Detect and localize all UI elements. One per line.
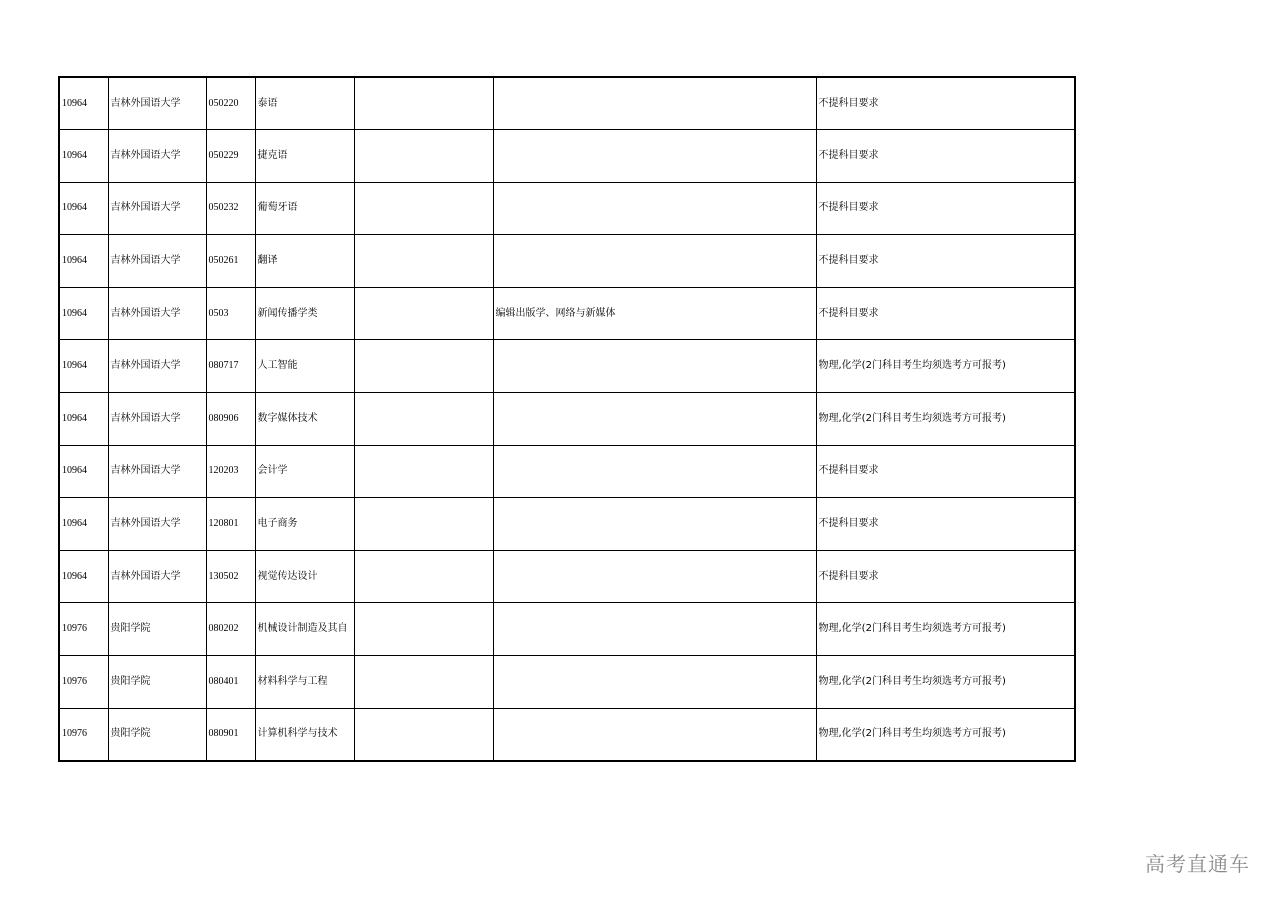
table-row	[59, 550, 1075, 603]
table-row	[59, 393, 1075, 446]
major-name-cell: 泰语	[255, 77, 354, 130]
major-name-cell: 会计学	[255, 445, 354, 498]
major-code-cell: 0503	[206, 287, 255, 340]
school-name-cell: 吉林外国语大学	[108, 393, 206, 446]
major-name-cell: 视觉传达设计	[255, 550, 354, 603]
included-majors-cell	[493, 77, 816, 130]
school-code-cell: 10964	[59, 340, 108, 393]
table-row	[59, 340, 1075, 393]
table-row	[59, 708, 1075, 761]
blank-cell	[354, 287, 493, 340]
included-majors-cell	[493, 235, 816, 288]
table-row	[59, 287, 1075, 340]
school-name-cell: 吉林外国语大学	[108, 498, 206, 551]
major-code-cell: 080717	[206, 340, 255, 393]
subject-requirement-cell: 物理,化学(2门科目考生均须选考方可报考)	[816, 340, 1075, 393]
blank-cell	[354, 603, 493, 656]
table-body	[59, 77, 1075, 761]
blank-cell	[354, 498, 493, 551]
subject-requirement-cell: 不提科目要求	[816, 550, 1075, 603]
subject-requirement-cell: 不提科目要求	[816, 182, 1075, 235]
major-name-cell: 捷克语	[255, 130, 354, 183]
major-name-cell: 计算机科学与技术	[255, 708, 354, 761]
blank-cell	[354, 708, 493, 761]
table-row	[59, 498, 1075, 551]
subject-requirement-cell: 不提科目要求	[816, 498, 1075, 551]
school-code-cell: 10964	[59, 498, 108, 551]
table-row	[59, 77, 1075, 130]
subject-requirement-cell: 物理,化学(2门科目考生均须选考方可报考)	[816, 656, 1075, 709]
subject-requirement-cell: 不提科目要求	[816, 235, 1075, 288]
blank-cell	[354, 656, 493, 709]
major-name-cell: 翻译	[255, 235, 354, 288]
school-name-cell: 吉林外国语大学	[108, 445, 206, 498]
school-code-cell: 10976	[59, 656, 108, 709]
school-code-cell: 10964	[59, 130, 108, 183]
school-code-cell: 10976	[59, 603, 108, 656]
blank-cell	[354, 550, 493, 603]
subject-requirement-cell: 不提科目要求	[816, 130, 1075, 183]
table-row	[59, 235, 1075, 288]
subject-requirement-cell: 不提科目要求	[816, 445, 1075, 498]
included-majors-cell	[493, 656, 816, 709]
major-code-cell: 080401	[206, 656, 255, 709]
major-name-cell: 材料科学与工程	[255, 656, 354, 709]
watermark-logo: 高考直通车	[1145, 852, 1250, 876]
blank-cell	[354, 182, 493, 235]
blank-cell	[354, 130, 493, 183]
table-row	[59, 182, 1075, 235]
major-code-cell: 050220	[206, 77, 255, 130]
table-row	[59, 445, 1075, 498]
included-majors-cell	[493, 445, 816, 498]
school-name-cell: 贵阳学院	[108, 708, 206, 761]
major-code-cell: 080901	[206, 708, 255, 761]
subject-requirement-cell: 不提科目要求	[816, 77, 1075, 130]
major-name-cell: 数字媒体技术	[255, 393, 354, 446]
major-code-cell: 050232	[206, 182, 255, 235]
school-code-cell: 10964	[59, 287, 108, 340]
subject-requirement-cell: 物理,化学(2门科目考生均须选考方可报考)	[816, 393, 1075, 446]
school-code-cell: 10964	[59, 182, 108, 235]
included-majors-cell	[493, 182, 816, 235]
school-name-cell: 吉林外国语大学	[108, 77, 206, 130]
blank-cell	[354, 340, 493, 393]
table-row	[59, 656, 1075, 709]
admission-table	[58, 76, 1076, 762]
major-code-cell: 080906	[206, 393, 255, 446]
school-name-cell: 吉林外国语大学	[108, 182, 206, 235]
blank-cell	[354, 77, 493, 130]
school-code-cell: 10964	[59, 393, 108, 446]
major-code-cell: 050261	[206, 235, 255, 288]
blank-cell	[354, 235, 493, 288]
included-majors-cell	[493, 603, 816, 656]
major-code-cell: 130502	[206, 550, 255, 603]
major-code-cell: 120801	[206, 498, 255, 551]
school-code-cell: 10976	[59, 708, 108, 761]
school-code-cell: 10964	[59, 235, 108, 288]
table-row	[59, 130, 1075, 183]
included-majors-cell	[493, 498, 816, 551]
blank-cell	[354, 393, 493, 446]
school-name-cell: 吉林外国语大学	[108, 287, 206, 340]
major-name-cell: 人工智能	[255, 340, 354, 393]
included-majors-cell	[493, 708, 816, 761]
school-name-cell: 吉林外国语大学	[108, 130, 206, 183]
school-name-cell: 吉林外国语大学	[108, 235, 206, 288]
included-majors-cell: 编辑出版学、网络与新媒体	[493, 287, 816, 340]
major-name-cell: 电子商务	[255, 498, 354, 551]
table-row	[59, 603, 1075, 656]
major-code-cell: 050229	[206, 130, 255, 183]
included-majors-cell	[493, 393, 816, 446]
school-name-cell: 吉林外国语大学	[108, 340, 206, 393]
subject-requirement-cell: 物理,化学(2门科目考生均须选考方可报考)	[816, 708, 1075, 761]
school-code-cell: 10964	[59, 77, 108, 130]
school-name-cell: 贵阳学院	[108, 656, 206, 709]
included-majors-cell	[493, 340, 816, 393]
included-majors-cell	[493, 550, 816, 603]
subject-requirement-cell: 不提科目要求	[816, 287, 1075, 340]
subject-requirement-cell: 物理,化学(2门科目考生均须选考方可报考)	[816, 603, 1075, 656]
major-name-cell: 机械设计制造及其自	[255, 603, 354, 656]
major-name-cell: 葡萄牙语	[255, 182, 354, 235]
blank-cell	[354, 445, 493, 498]
included-majors-cell	[493, 130, 816, 183]
school-name-cell: 吉林外国语大学	[108, 550, 206, 603]
school-name-cell: 贵阳学院	[108, 603, 206, 656]
major-code-cell: 080202	[206, 603, 255, 656]
major-name-cell: 新闻传播学类	[255, 287, 354, 340]
major-code-cell: 120203	[206, 445, 255, 498]
school-code-cell: 10964	[59, 550, 108, 603]
school-code-cell: 10964	[59, 445, 108, 498]
